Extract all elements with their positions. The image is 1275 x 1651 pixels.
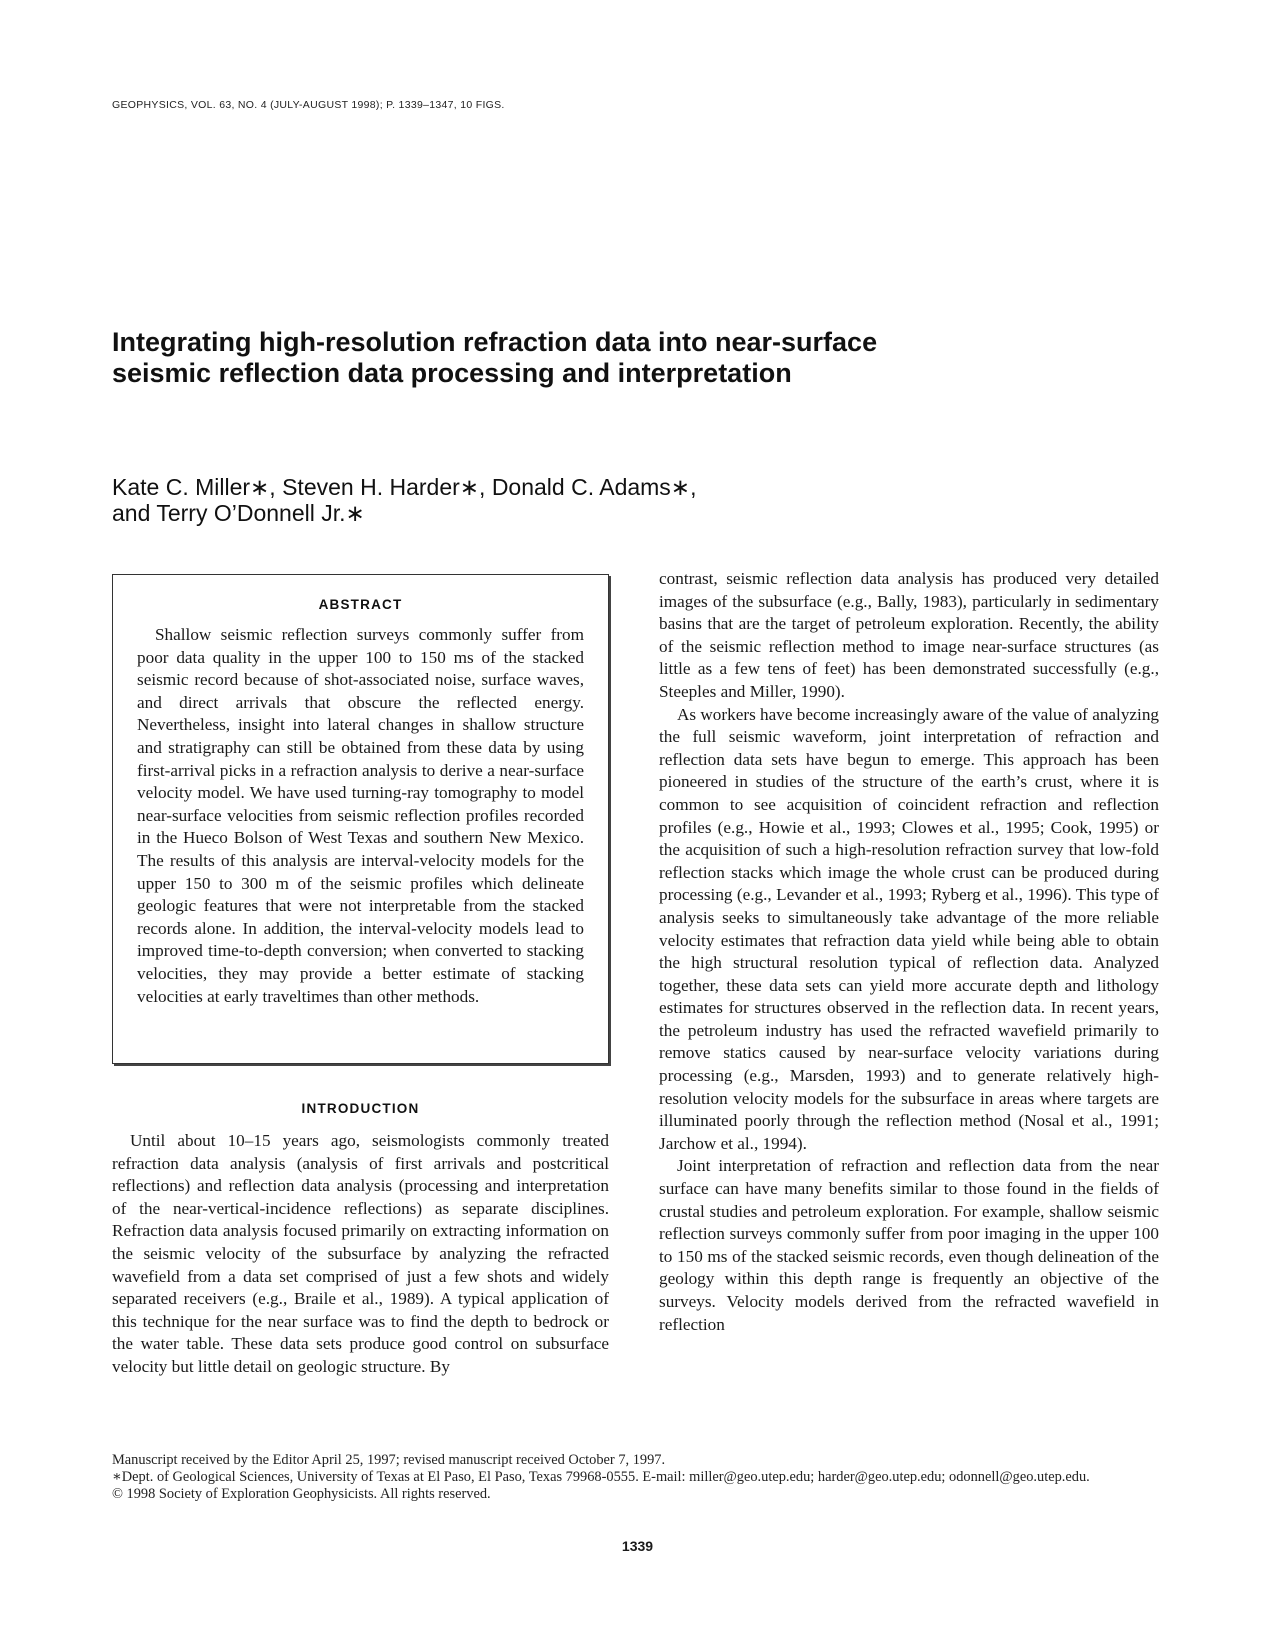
article-title bbox=[112, 327, 1012, 389]
right-column-paragraph-3: Joint interpretation of refraction and reflection data from the near surface can have many benefits similar to those found in the fields of crustal studies and petroleum exploration. For example, shallow seismic reflection surveys commonly suffer from poor imaging in the upper 100 to 150 ms of the stacked seismic records, even though delineation of the geology within this depth range is frequently an objective of the surveys. Velocity models derived from the refracted wavefield in reflection bbox=[659, 1156, 1159, 1334]
introduction-section bbox=[112, 1101, 609, 1379]
page-number: 1339 bbox=[621, 1538, 654, 1554]
author-list bbox=[112, 474, 1012, 526]
title-line-1: Integrating high-resolution refraction data into near-surface bbox=[112, 327, 878, 357]
authors-line-2: and Terry O’Donnell Jr.∗ bbox=[112, 500, 365, 526]
manuscript-received-note: Manuscript received by the Editor April 25, 1997; revised manuscript received October 7, 1997. bbox=[112, 1452, 666, 1468]
abstract-body bbox=[137, 624, 584, 1008]
introduction-body bbox=[112, 1130, 609, 1379]
abstract-paragraph: Shallow seismic reflection surveys commonly suffer from poor data quality in the upper 100 to 150 ms of the stacked seismic record because of shot-associated noise, surface waves, and direct arrivals that obscure the reflected energy. Nevertheless, insight into lateral changes in shallow structure and stratigraphy can still be obtained from these data by using first-arrival picks in a refraction analysis to derive a near-surface velocity model. We have used turning-ray tomography to model near-surface velocities from seismic reflection profiles recorded in the Hueco Bolson of West Texas and southern New Mexico. The results of this analysis are interval-velocity models for the upper 150 to 300 m of the seismic profiles which delineate geologic features that were not interpretable from the stacked records alone. In addition, the interval-velocity models lead to improved time-to-depth conversion; when converted to stacking velocities, they may provide a better estimate of stacking velocities at early traveltimes than other methods. bbox=[137, 625, 584, 1006]
running-head: GEOPHYSICS, VOL. 63, NO. 4 (JULY-AUGUST 1998); P. 1339–1347, 10 FIGS. bbox=[112, 99, 505, 111]
introduction-heading: INTRODUCTION bbox=[301, 1101, 420, 1116]
abstract-heading: ABSTRACT bbox=[318, 597, 403, 612]
right-column bbox=[659, 568, 1159, 1336]
right-column-paragraph-2: As workers have become increasingly aware of the value of analyzing the full seismic waveform, joint interpretation of refraction and reflection data sets have begun to emerge. This approach has been pioneered in studies of the structure of the earth’s crust, where it is common to see acquisition of coincident refraction and reflection profiles (e.g., Howie et al., 1993; Clowes et al., 1995; Cook, 1995) or the acquisition of such a high-resolution refraction survey that low-fold reflection stacks which image the whole crust can be produced during processing (e.g., Levander et al., 1993; Ryberg et al., 1996). This type of analysis seeks to simultaneously take advantage of the more reliable velocity estimates that refraction data yield while being able to obtain the high structural resolution typical of reflection data. Analyzed together, these data sets can yield more accurate depth and lithology estimates for structures observed in the reflection data. In recent years, the petroleum industry has used the refracted wavefield primarily to remove statics caused by near-surface velocity variations during processing (e.g., Marsden, 1993) and to generate relatively high-resolution velocity models for the subsurface in areas where targets are illuminated poorly through the reflection method (Nosal et al., 1991; Jarchow et al., 1994). bbox=[659, 704, 1160, 1153]
authors-line-1: Kate C. Miller∗, Steven H. Harder∗, Donald C. Adams∗, bbox=[112, 474, 697, 500]
right-column-paragraph-1: contrast, seismic reflection data analysis has produced very detailed images of the subsurface (e.g., Bally, 1983), particularly in sedimentary basins that are the target of petroleum exploration. Recently, the ability of the seismic reflection method to image near-surface structures (as little as a few tens of feet) has been demonstrated successfully (e.g., Steeples and Miller, 1990). bbox=[659, 569, 1159, 701]
footnotes bbox=[112, 1452, 1159, 1503]
copyright-note: © 1998 Society of Exploration Geophysicists. All rights reserved. bbox=[112, 1486, 491, 1502]
author-affiliation-note: ∗Dept. of Geological Sciences, University of Texas at El Paso, El Paso, Texas 79968-0555. E-mail: miller@geo.utep.edu; harder@geo.utep.edu; odonnell@geo.utep.edu. bbox=[112, 1469, 1090, 1485]
title-line-2: seismic reflection data processing and interpretation bbox=[112, 358, 792, 388]
introduction-paragraph-1: Until about 10–15 years ago, seismologists commonly treated refraction data analysis (analysis of first arrivals and postcritical reflections) and reflection data analysis (processing and interpretation of the near-vertical-incidence reflections) as separate disciplines. Refraction data analysis focused primarily on extracting information on the seismic velocity of the subsurface by analyzing the refracted wavefield from a data set comprised of just a few shots and widely separated receivers (e.g., Braile et al., 1989). A typical application of this technique for the near surface was to find the depth to bedrock or the water table. These data sets produce good control on subsurface velocity but little detail on geologic structure. By bbox=[112, 1131, 609, 1376]
abstract-box bbox=[112, 574, 609, 1064]
